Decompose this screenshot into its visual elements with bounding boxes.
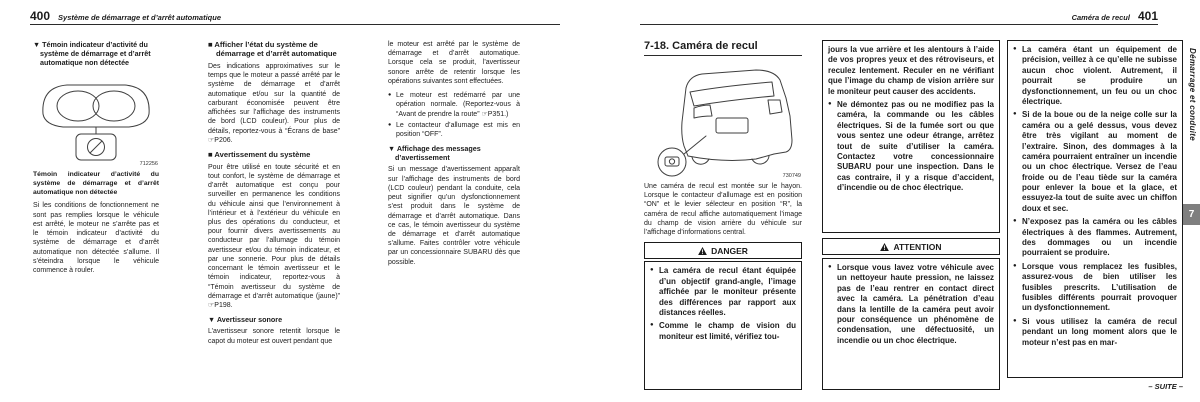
figure-code: 712256: [139, 161, 158, 167]
attention-item-text: Lorsque vous lavez votre véhicule avec un nettoyeur haute pression, ne laissez pas de l’eau rentrer en contact direct avec la caméra. La pénétration d’eau dans la lentille de la caméra peut avoir pour conséquence un phénomène de condensation, une défectuosité, un incendie ou un choc électrique.: [837, 263, 994, 345]
attention-content-continued: [1007, 40, 1183, 378]
attention-item-text: Lorsque vous remplacez les fusibles, assurez-vous de bien utiliser les fusibles prescrits. L’utilisation de fusibles différents pourrait provoquer un dysfonctionnement.: [1022, 261, 1177, 313]
attention-item: [828, 263, 994, 346]
attention-item: [1013, 217, 1177, 259]
display-state-body: Des indications approximatives sur le temps que le moteur a passé arrêté par le système de démarrage et d’arrêt automatique et/ou sur la quantité de carburant économisée peuvent être affichées sur l’affichage des instruments de bord (LCD couleur). Pour plus de détails, reportez-vous à “Écrans de base” ☞P206.: [208, 62, 340, 144]
rear-camera-figure: [644, 62, 802, 180]
warning-messages-heading: ▼ Affichage des messages d’avertissement: [388, 144, 481, 163]
bullet-icon: ●: [1013, 46, 1017, 52]
left-column-1: [33, 40, 159, 390]
system-warning-body: Pour être utilisé en toute sécurité et en tout confort, le système de démarrage et d’arrêt automatique est conçu pour surveiller en permanence les conditions du véhicule ainsi que l’environnement à l’intérieur et à l’extérieur du véhicule en plus des opérations du conducteur, et pour fournir divers avertissements au conducteur par l’allumage du témoin avertisseur et/ou du témoin indicateur, et par une sonnerie. Pour plus de détails concernant le témoin avertisseur et le témoin indicateur, reportez-vous à “Témoin avertisseur du système de démarrage et d’arrêt automatique (jaune)” ☞P198.: [208, 163, 340, 310]
chapter-sidebar-label: Démarrage et conduite: [1188, 48, 1197, 141]
danger-content-continued: [822, 40, 1000, 233]
bullet-icon: ●: [828, 264, 832, 270]
danger-item: [650, 321, 796, 342]
bullet-icon: ●: [1013, 218, 1017, 225]
rear-camera-illustration: [644, 62, 802, 180]
bullet-icon: ●: [828, 100, 832, 107]
right-column-1: [644, 40, 802, 390]
attention-header: [822, 238, 1000, 255]
warning-messages-body: Si un message d’avertissement apparaît sur l’affichage des instruments de bord (LCD couleur) pendant la conduite, cela peut signifier qu’un dysfonctionnement s’est produit dans le système de démarrage et d’arrêt automatique. Dans ce cas, le témoin avertisseur du système de démarrage et d’arrêt automatique s’allume. Faites contrôler votre véhicule par un concessionnaire SUBARU dès que possible.: [388, 166, 520, 266]
warning-triangle-icon: [698, 247, 707, 255]
figure-caption: Témoin indicateur d’activité du système de démarrage et d’arrêt automatique non détectée: [33, 171, 159, 196]
camera-intro: Une caméra de recul est montée sur le hayon. Lorsque le contacteur d’allumage est en position “ON” et le levier sélecteur en position “R”, la caméra de recul affiche automatiquement l’image du champ de vision arrière du véhicule sur l’affichage d’informations central.: [644, 183, 802, 237]
left-column-3: [388, 40, 520, 390]
attention-content: [822, 258, 1000, 390]
list-item: [388, 121, 520, 139]
left-column-2: [208, 40, 340, 390]
danger-label: DANGER: [711, 245, 748, 256]
left-page-title: Système de démarrage et d’arrêt automatique: [58, 12, 222, 22]
bullet-icon: ●: [1013, 317, 1017, 324]
danger-continuation-text: jours la vue arrière et les alentours à l’aide de vos propres yeux et des rétroviseurs, et reculez lentement. Reculer en ne vérifiant que l’image du champ de vision arrière sur le moniteur peut causer des accidents.: [828, 45, 994, 96]
attention-item: [1013, 45, 1177, 107]
attention-item-text: Si vous utilisez la caméra de recul pendant un long moment alors que le moteur n’est pas en mar-: [1022, 316, 1177, 347]
right-page-header: [640, 10, 1158, 25]
list-item-text: Le moteur est redémarré par une opération normale. (Reportez-vous à “Avant de prendre la route” ☞P351.): [396, 92, 520, 118]
attention-item-text: N’exposez pas la caméra ou les câbles électriques à des flammes. Autrement, des dommages ou un incendie pourraient se produire.: [1022, 217, 1177, 258]
attention-item: [1013, 317, 1177, 348]
danger-item-text: La caméra de recul étant équipée d’un objectif grand-angle, l’image affichée par le moniteur présente des différences par rapport aux distances réelles.: [659, 266, 796, 317]
list-item: [388, 91, 520, 119]
attention-item: [1013, 110, 1177, 214]
indicator-heading: ▼ Témoin indicateur d’activité du système de démarrage et d’arrêt automatique non détectée: [33, 40, 151, 67]
left-page-header: [30, 10, 560, 25]
left-page-number: 400: [30, 9, 51, 23]
indicator-body: Si les conditions de fonctionnement ne sont pas remplies lorsque le véhicule est arrêté, le moteur ne s’arrête pas et le témoin indicateur d’activité du système de démarrage et d’arrêt automatique non détectée s’allume. Il s’éteindra lorsque le véhicule commence à rouler.: [33, 202, 159, 275]
bullet-icon: ●: [388, 121, 392, 128]
warning-triangle-icon: [880, 243, 889, 251]
attention-item-text: Si de la boue ou de la neige colle sur la caméra ou a gelé dessus, vous devez être très vigilant au moment de l’extraire. Sinon, des dommages à la caméra pourraient entraîner un incendie ou un choc électrique. Versez de l’eau froide ou de l’eau tiède sur la caméra pour enlever la boue et la glace, et essuyez-la tout de suite avec un chiffon doux et sec.: [1022, 110, 1177, 213]
danger-item: [650, 266, 796, 318]
right-page-title: Caméra de recul: [1071, 12, 1130, 22]
section-heading: 7-18. Caméra de recul: [644, 40, 802, 56]
danger-content: [644, 261, 802, 390]
attention-item: [1013, 262, 1177, 314]
instrument-cluster-figure: [33, 70, 159, 168]
right-column-2: [822, 40, 1000, 390]
danger-item-text: Ne démontez pas ou ne modifiez pas la caméra, la commande ou les câbles électriques. Si de la fumée sort ou que vous sentez une odeur étrange, arrêtez tout de suite d’utiliser la caméra. Contactez votre concessionnaire SUBARU pour une inspection. Dans le cas contraire, il y a risque d’accident, d’incendie ou de choc électrique.: [837, 99, 994, 193]
danger-header: [644, 242, 802, 259]
figure-code: 730749: [782, 173, 801, 179]
danger-item: [828, 100, 994, 194]
instrument-cluster-illustration: [33, 70, 159, 168]
system-warning-heading: ■ Avertissement du système: [208, 150, 311, 160]
chapter-tab: 7: [1183, 204, 1200, 225]
buzzer-continuation: le moteur est arrêté par le système de démarrage et d’arrêt automatique. Lorsque cela se produit, l’avertisseur sonore arrête de retentir lorsque les opérations suivantes sont effectuées.: [388, 41, 520, 85]
attention-item-text: La caméra étant un équipement de précision, veillez à ce qu’elle ne subisse aucun choc violent. Autrement, il pourrait se produire un dysfonctionnement, un feu ou un choc électrique.: [1022, 45, 1177, 106]
bullet-icon: ●: [1013, 111, 1017, 118]
danger-item-text: Comme le champ de vision du moniteur est limité, vérifiez tou-: [659, 321, 796, 341]
bullet-icon: ●: [388, 92, 392, 99]
right-column-3: [1007, 40, 1183, 378]
list-item-text: Le contacteur d’allumage est mis en position “OFF”.: [396, 121, 520, 139]
bullet-icon: ●: [1013, 262, 1017, 269]
buzzer-heading: ▼ Avertisseur sonore: [208, 315, 283, 325]
buzzer-body: L’avertisseur sonore retentit lorsque le capot du moteur est ouvert pendant que: [208, 328, 340, 345]
attention-label: ATTENTION: [893, 241, 942, 252]
continuation-marker: – SUITE –: [1148, 382, 1183, 391]
bullet-icon: ●: [650, 267, 654, 274]
bullet-icon: ●: [650, 322, 654, 329]
right-page-number: 401: [1137, 9, 1158, 23]
display-state-heading: ■ Afficher l’état du système de démarrage et d’arrêt automatique: [208, 40, 337, 59]
